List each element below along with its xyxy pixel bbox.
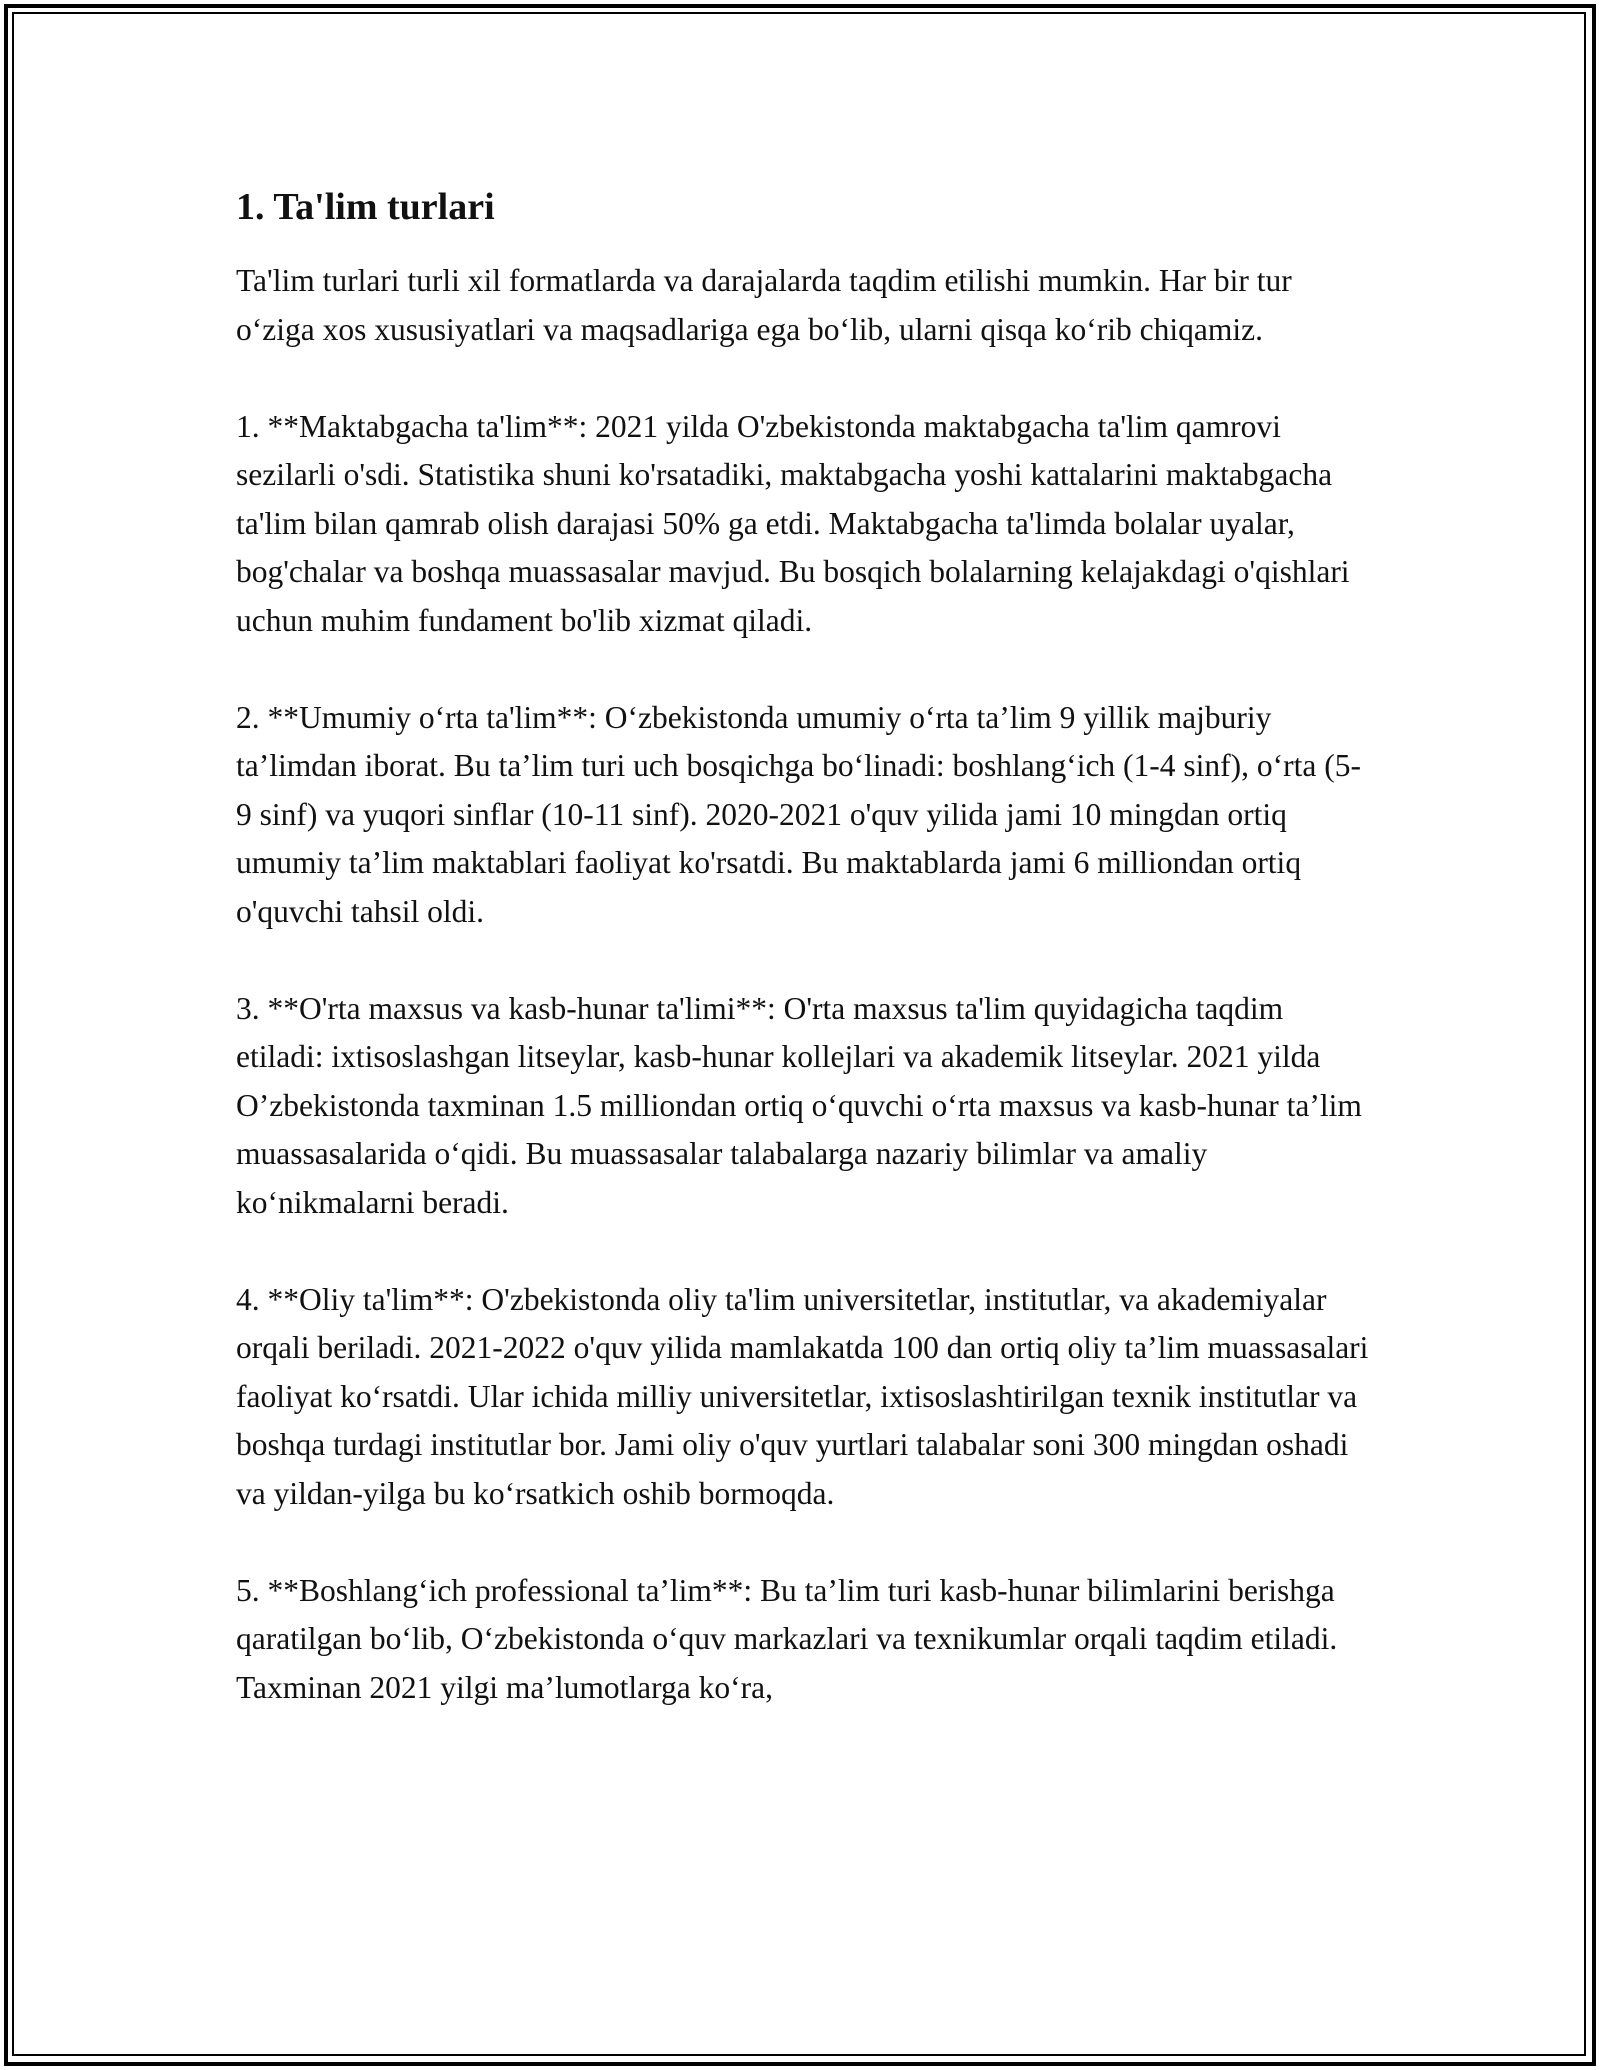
- section-heading: 1. Ta'lim turlari: [236, 186, 495, 228]
- document-body: [236, 185, 1376, 1761]
- paragraph-initial-professional-education: 5. **Boshlang‘ich professional ta’lim**: Bu ta’lim turi kasb-hunar bilimlarini berishga qaratilgan bo‘lib, O‘zbekistonda o‘quv markazlari va texnikumlar orqali taqdim etiladi. Taxminan 2021 yilgi ma’lumotlarga ko‘ra,: [236, 1572, 1338, 1705]
- paragraph-preschool-education: 1. **Maktabgacha ta'lim**: 2021 yilda O'zbekistonda maktabgacha ta'lim qamrovi sezilarli o'sdi. Statistika shuni ko'rsatadiki, maktabgacha yoshi kattalarini maktabgacha ta'lim bilan qamrab olish darajasi 50% ga etdi. Maktabgacha ta'limda bolalar uyalar, bog'chalar va boshqa muassasalar mavjud. Bu bosqich bolalarning kelajakdagi o'qishlari uchun muhim fundament bo'lib xizmat qiladi.: [236, 408, 1350, 638]
- paragraph-higher-education: 4. **Oliy ta'lim**: O'zbekistonda oliy ta'lim universitetlar, institutlar, va akademiyalar orqali beriladi. 2021-2022 o'quv yilida mamlakatda 100 dan ortiq oliy ta’lim muassasalari faoliyat ko‘rsatdi. Ular ichida milliy universitetlar, ixtisoslashtirilgan texnik institutlar va boshqa turdagi institutlar bor. Jami oliy o'quv yurtlari talabalar soni 300 mingdan oshadi va yildan-yilga bu ko‘rsatkich oshib bormoqda.: [236, 1281, 1369, 1511]
- paragraph-vocational-education: 3. **O'rta maxsus va kasb-hunar ta'limi**: O'rta maxsus ta'lim quyidagicha taqdim etiladi: ixtisoslashgan litseylar, kasb-hunar kollejlari va akademik litseylar. 2021 yilda O’zbekistonda taxminan 1.5 milliondan ortiq o‘quvchi o‘rta maxsus va kasb-hunar ta’lim muassasalarida o‘qidi. Bu muassasalar talabalarga nazariy bilimlar va amaliy ko‘nikmalarni beradi.: [236, 990, 1362, 1220]
- paragraph-general-secondary-education: 2. **Umumiy o‘rta ta'lim**: O‘zbekistonda umumiy o‘rta ta’lim 9 yillik majburiy ta’limdan iborat. Bu ta’lim turi uch bosqichga bo‘linadi: boshlang‘ich (1-4 sinf), o‘rta (5-9 sinf) va yuqori sinflar (10-11 sinf). 2020-2021 o'quv yilida jami 10 mingdan ortiq umumiy ta’lim maktablari faoliyat ko'rsatdi. Bu maktablarda jami 6 milliondan ortiq o'quvchi tahsil oldi.: [236, 699, 1361, 929]
- paragraph-intro: Ta'lim turlari turli xil formatlarda va darajalarda taqdim etilishi mumkin. Har bir tur o‘ziga xos xususiyatlari va maqsadlariga ega bo‘lib, ularni qisqa ko‘rib chiqamiz.: [236, 263, 1292, 347]
